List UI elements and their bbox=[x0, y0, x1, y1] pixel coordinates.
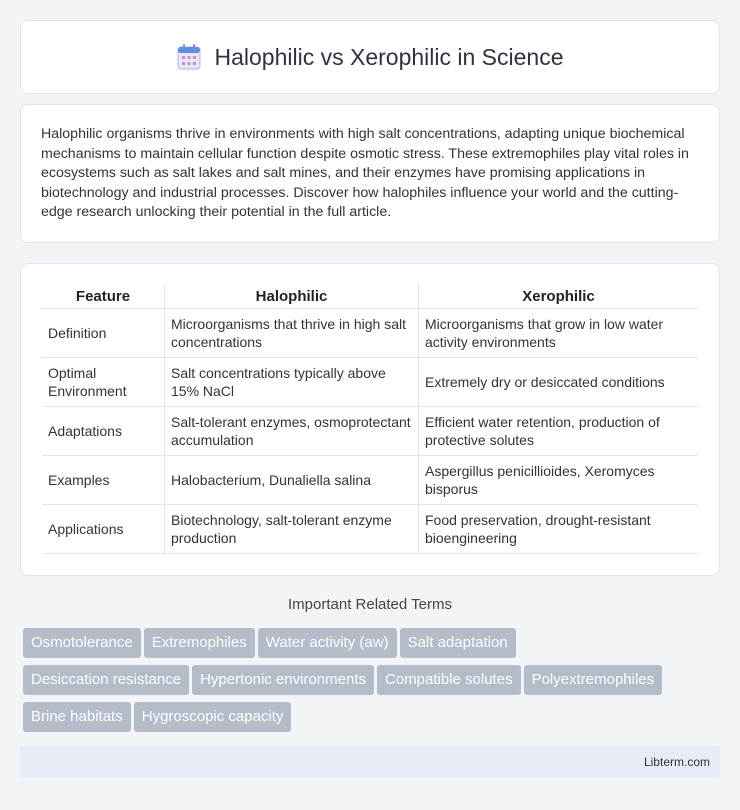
table-cell: Salt concentrations typically above 15% NaCl bbox=[165, 358, 419, 407]
table-row bbox=[42, 358, 698, 407]
table-cell: Microorganisms that grow in low water activity environments bbox=[419, 309, 699, 358]
table-cell: Applications bbox=[42, 505, 165, 554]
table-row bbox=[42, 407, 698, 456]
related-term-tag[interactable]: Desiccation resistance bbox=[23, 665, 189, 695]
related-term-tag[interactable]: Brine habitats bbox=[23, 702, 131, 732]
table-cell: Extremely dry or desiccated conditions bbox=[419, 358, 699, 407]
page-title: Halophilic vs Xerophilic in Science bbox=[214, 43, 564, 70]
related-terms-list bbox=[23, 628, 723, 739]
footer bbox=[20, 746, 720, 778]
table-cell: Biotechnology, salt-tolerant enzyme production bbox=[165, 505, 419, 554]
table-cell: Microorganisms that thrive in high salt concentrations bbox=[165, 309, 419, 358]
related-term-tag[interactable]: Extremophiles bbox=[144, 628, 255, 658]
table-header-row bbox=[42, 284, 698, 309]
related-term-tag[interactable]: Hypertonic environments bbox=[192, 665, 374, 695]
calendar-icon bbox=[177, 44, 201, 70]
related-term-tag[interactable]: Osmotolerance bbox=[23, 628, 141, 658]
comparison-table bbox=[42, 284, 698, 554]
intro-card bbox=[20, 104, 720, 243]
table-cell: Halobacterium, Dunaliella salina bbox=[165, 456, 419, 505]
table-row bbox=[42, 456, 698, 505]
header-card bbox=[20, 20, 720, 94]
related-term-tag[interactable]: Hygroscopic capacity bbox=[134, 702, 292, 732]
table-cell: Adaptations bbox=[42, 407, 165, 456]
column-header: Feature bbox=[42, 284, 165, 309]
related-term-tag[interactable]: Polyextremophiles bbox=[524, 665, 663, 695]
table-cell: Optimal Environment bbox=[42, 358, 165, 407]
table-row bbox=[42, 505, 698, 554]
footer-site-link[interactable]: Libterm.com bbox=[643, 755, 710, 769]
related-term-tag[interactable]: Water activity (aw) bbox=[258, 628, 397, 658]
table-cell: Efficient water retention, production of protective solutes bbox=[419, 407, 699, 456]
comparison-table-card bbox=[20, 263, 720, 576]
related-term-tag[interactable]: Salt adaptation bbox=[400, 628, 516, 658]
related-term-tag[interactable]: Compatible solutes bbox=[377, 665, 521, 695]
table-cell: Salt-tolerant enzymes, osmoprotectant accumulation bbox=[165, 407, 419, 456]
table-row bbox=[42, 309, 698, 358]
column-header: Xerophilic bbox=[419, 284, 699, 309]
intro-text: Halophilic organisms thrive in environments with high salt concentrations, adapting unique biochemical mechanisms to maintain cellular function despite osmotic stress. These extremophiles play vital roles in ecosystems such as salt lakes and salt mines, and their enzymes have promising applications in biotechnology and industrial processes. Discover how halophiles influence your world and the cutting-edge research unlocking their potential in the full article. bbox=[41, 126, 689, 221]
table-cell: Examples bbox=[42, 456, 165, 505]
table-cell: Definition bbox=[42, 309, 165, 358]
related-terms-title: Important Related Terms bbox=[288, 596, 452, 613]
table-cell: Aspergillus penicillioides, Xeromyces bisporus bbox=[419, 456, 699, 505]
table-cell: Food preservation, drought-resistant bioengineering bbox=[419, 505, 699, 554]
column-header: Halophilic bbox=[165, 284, 419, 309]
